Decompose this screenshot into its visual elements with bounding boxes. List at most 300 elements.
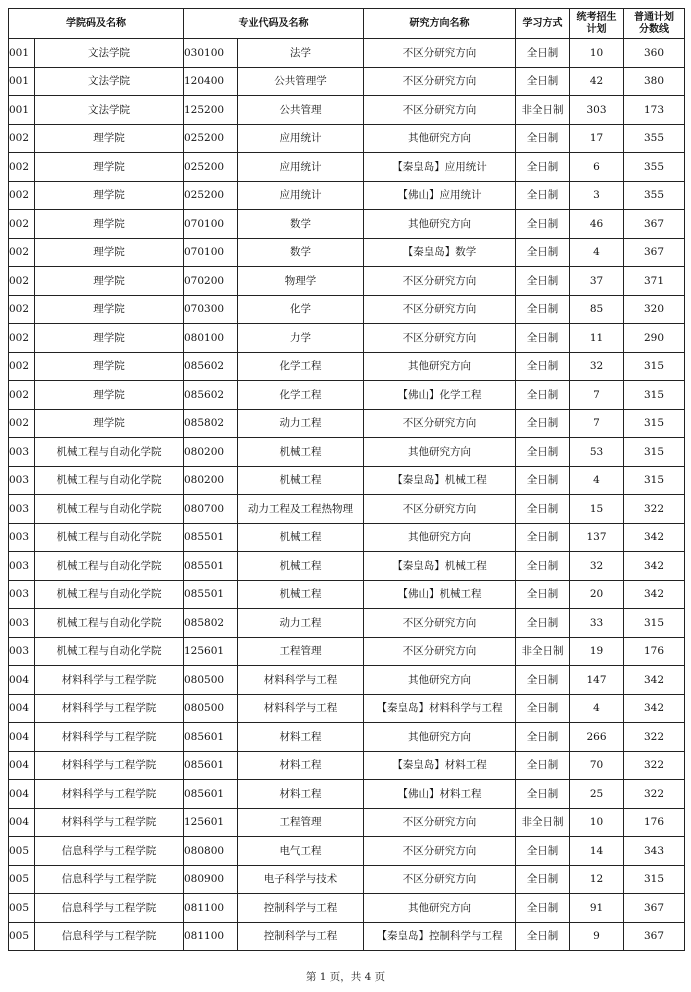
direction-cell: 【秦皇岛】机械工程	[364, 552, 516, 581]
table-row	[9, 153, 685, 182]
college-code-cell: 004	[9, 808, 35, 837]
score-cell: 367	[624, 238, 685, 267]
header-mode: 学习方式	[516, 9, 570, 39]
major-name-cell: 工程管理	[238, 637, 364, 666]
table-row	[9, 324, 685, 353]
plan-cell: 15	[570, 495, 624, 524]
college-code-cell: 005	[9, 894, 35, 923]
major-name-cell: 材料工程	[238, 780, 364, 809]
score-cell: 360	[624, 39, 685, 68]
major-code-cell: 085601	[184, 751, 238, 780]
mode-cell: 全日制	[516, 466, 570, 495]
major-code-cell: 085602	[184, 381, 238, 410]
major-code-cell: 070100	[184, 210, 238, 239]
page-footer: 第 1 页，共 4 页	[305, 971, 386, 983]
direction-cell: 不区分研究方向	[364, 324, 516, 353]
major-code-cell: 085601	[184, 780, 238, 809]
table-row	[9, 780, 685, 809]
plan-cell: 137	[570, 523, 624, 552]
table-body	[9, 39, 685, 951]
table-row	[9, 751, 685, 780]
table-row	[9, 552, 685, 581]
college-name-cell: 理学院	[35, 409, 184, 438]
college-name-cell: 机械工程与自动化学院	[35, 637, 184, 666]
major-name-cell: 化学	[238, 295, 364, 324]
major-code-cell: 070200	[184, 267, 238, 296]
score-cell: 315	[624, 865, 685, 894]
mode-cell: 全日制	[516, 238, 570, 267]
college-code-cell: 003	[9, 523, 35, 552]
college-code-cell: 002	[9, 409, 35, 438]
score-cell: 315	[624, 609, 685, 638]
mode-cell: 全日制	[516, 894, 570, 923]
table-row	[9, 580, 685, 609]
table-row	[9, 381, 685, 410]
score-cell: 355	[624, 153, 685, 182]
college-name-cell: 材料科学与工程学院	[35, 723, 184, 752]
college-code-cell: 003	[9, 466, 35, 495]
table-row	[9, 694, 685, 723]
direction-cell: 不区分研究方向	[364, 295, 516, 324]
major-name-cell: 机械工程	[238, 523, 364, 552]
college-code-cell: 002	[9, 153, 35, 182]
major-name-cell: 材料科学与工程	[238, 694, 364, 723]
mode-cell: 非全日制	[516, 96, 570, 125]
major-name-cell: 物理学	[238, 267, 364, 296]
major-code-cell: 080200	[184, 466, 238, 495]
plan-cell: 11	[570, 324, 624, 353]
mode-cell: 全日制	[516, 39, 570, 68]
college-name-cell: 文法学院	[35, 39, 184, 68]
direction-cell: 其他研究方向	[364, 894, 516, 923]
major-code-cell: 125200	[184, 96, 238, 125]
college-name-cell: 理学院	[35, 238, 184, 267]
mode-cell: 全日制	[516, 495, 570, 524]
major-name-cell: 化学工程	[238, 352, 364, 381]
major-code-cell: 085601	[184, 723, 238, 752]
major-name-cell: 控制科学与工程	[238, 894, 364, 923]
college-code-cell: 003	[9, 495, 35, 524]
college-name-cell: 材料科学与工程学院	[35, 751, 184, 780]
table-row	[9, 238, 685, 267]
major-name-cell: 机械工程	[238, 466, 364, 495]
table-row	[9, 295, 685, 324]
mode-cell: 全日制	[516, 694, 570, 723]
mode-cell: 全日制	[516, 580, 570, 609]
table-row	[9, 666, 685, 695]
direction-cell: 【佛山】应用统计	[364, 181, 516, 210]
direction-cell: 其他研究方向	[364, 124, 516, 153]
major-code-cell: 080500	[184, 666, 238, 695]
mode-cell: 非全日制	[516, 808, 570, 837]
major-name-cell: 工程管理	[238, 808, 364, 837]
major-code-cell: 120400	[184, 67, 238, 96]
college-name-cell: 材料科学与工程学院	[35, 780, 184, 809]
major-code-cell: 080900	[184, 865, 238, 894]
score-cell: 322	[624, 723, 685, 752]
college-code-cell: 001	[9, 96, 35, 125]
college-code-cell: 002	[9, 124, 35, 153]
plan-cell: 33	[570, 609, 624, 638]
score-cell: 290	[624, 324, 685, 353]
college-name-cell: 信息科学与工程学院	[35, 865, 184, 894]
score-cell: 342	[624, 552, 685, 581]
plan-cell: 4	[570, 238, 624, 267]
table-row	[9, 409, 685, 438]
direction-cell: 【佛山】化学工程	[364, 381, 516, 410]
table-row	[9, 865, 685, 894]
major-code-cell: 085501	[184, 523, 238, 552]
score-cell: 315	[624, 352, 685, 381]
table-row	[9, 267, 685, 296]
table-header	[9, 9, 685, 39]
college-name-cell: 信息科学与工程学院	[35, 922, 184, 951]
plan-cell: 4	[570, 694, 624, 723]
college-code-cell: 002	[9, 181, 35, 210]
table-row	[9, 181, 685, 210]
table-row	[9, 723, 685, 752]
plan-cell: 53	[570, 438, 624, 467]
mode-cell: 全日制	[516, 552, 570, 581]
score-cell: 315	[624, 409, 685, 438]
plan-cell: 70	[570, 751, 624, 780]
table-row	[9, 210, 685, 239]
header-college: 学院码及名称	[9, 9, 184, 39]
header-score-line2: 分数线	[639, 23, 669, 35]
direction-cell: 【秦皇岛】机械工程	[364, 466, 516, 495]
score-cell: 176	[624, 808, 685, 837]
plan-cell: 37	[570, 267, 624, 296]
mode-cell: 全日制	[516, 324, 570, 353]
major-code-cell: 025200	[184, 153, 238, 182]
college-name-cell: 理学院	[35, 124, 184, 153]
mode-cell: 全日制	[516, 666, 570, 695]
score-cell: 380	[624, 67, 685, 96]
major-name-cell: 材料科学与工程	[238, 666, 364, 695]
table-row	[9, 894, 685, 923]
mode-cell: 全日制	[516, 124, 570, 153]
major-name-cell: 动力工程及工程热物理	[238, 495, 364, 524]
mode-cell: 全日制	[516, 609, 570, 638]
direction-cell: 【秦皇岛】材料科学与工程	[364, 694, 516, 723]
mode-cell: 全日制	[516, 295, 570, 324]
mode-cell: 非全日制	[516, 637, 570, 666]
major-name-cell: 电气工程	[238, 837, 364, 866]
score-cell: 320	[624, 295, 685, 324]
score-cell: 343	[624, 837, 685, 866]
college-code-cell: 003	[9, 552, 35, 581]
college-name-cell: 理学院	[35, 153, 184, 182]
score-cell: 342	[624, 694, 685, 723]
major-code-cell: 080800	[184, 837, 238, 866]
major-name-cell: 数学	[238, 238, 364, 267]
direction-cell: 【秦皇岛】数学	[364, 238, 516, 267]
major-code-cell: 125601	[184, 808, 238, 837]
direction-cell: 其他研究方向	[364, 666, 516, 695]
college-code-cell: 004	[9, 751, 35, 780]
college-code-cell: 001	[9, 39, 35, 68]
major-name-cell: 材料工程	[238, 723, 364, 752]
header-row	[9, 9, 685, 39]
college-code-cell: 004	[9, 694, 35, 723]
plan-cell: 10	[570, 808, 624, 837]
major-name-cell: 机械工程	[238, 438, 364, 467]
table-row	[9, 466, 685, 495]
plan-cell: 20	[570, 580, 624, 609]
major-code-cell: 070300	[184, 295, 238, 324]
table-row	[9, 637, 685, 666]
major-code-cell: 085802	[184, 609, 238, 638]
plan-cell: 12	[570, 865, 624, 894]
major-name-cell: 公共管理	[238, 96, 364, 125]
mode-cell: 全日制	[516, 352, 570, 381]
college-name-cell: 理学院	[35, 352, 184, 381]
mode-cell: 全日制	[516, 381, 570, 410]
college-code-cell: 003	[9, 637, 35, 666]
college-name-cell: 理学院	[35, 267, 184, 296]
plan-cell: 147	[570, 666, 624, 695]
table-row	[9, 124, 685, 153]
college-name-cell: 理学院	[35, 381, 184, 410]
college-name-cell: 材料科学与工程学院	[35, 666, 184, 695]
direction-cell: 其他研究方向	[364, 352, 516, 381]
direction-cell: 不区分研究方向	[364, 837, 516, 866]
table-row	[9, 352, 685, 381]
college-name-cell: 理学院	[35, 324, 184, 353]
direction-cell: 不区分研究方向	[364, 865, 516, 894]
plan-cell: 32	[570, 552, 624, 581]
college-code-cell: 002	[9, 324, 35, 353]
plan-cell: 7	[570, 381, 624, 410]
major-code-cell: 080500	[184, 694, 238, 723]
major-name-cell: 机械工程	[238, 580, 364, 609]
major-code-cell: 025200	[184, 124, 238, 153]
table-row	[9, 39, 685, 68]
header-plan-line1: 统考招生	[576, 11, 617, 23]
major-code-cell: 080200	[184, 438, 238, 467]
direction-cell: 不区分研究方向	[364, 637, 516, 666]
score-cell: 367	[624, 922, 685, 951]
college-code-cell: 002	[9, 295, 35, 324]
table-row	[9, 96, 685, 125]
major-code-cell: 070100	[184, 238, 238, 267]
college-name-cell: 机械工程与自动化学院	[35, 495, 184, 524]
direction-cell: 不区分研究方向	[364, 39, 516, 68]
college-code-cell: 002	[9, 238, 35, 267]
table-row	[9, 922, 685, 951]
college-code-cell: 005	[9, 837, 35, 866]
college-name-cell: 文法学院	[35, 96, 184, 125]
major-name-cell: 数学	[238, 210, 364, 239]
direction-cell: 不区分研究方向	[364, 67, 516, 96]
major-name-cell: 机械工程	[238, 552, 364, 581]
plan-cell: 9	[570, 922, 624, 951]
college-name-cell: 信息科学与工程学院	[35, 894, 184, 923]
college-code-cell: 003	[9, 438, 35, 467]
major-code-cell: 081100	[184, 894, 238, 923]
mode-cell: 全日制	[516, 67, 570, 96]
plan-cell: 266	[570, 723, 624, 752]
score-cell: 315	[624, 438, 685, 467]
direction-cell: 不区分研究方向	[364, 495, 516, 524]
plan-cell: 85	[570, 295, 624, 324]
direction-cell: 【秦皇岛】控制科学与工程	[364, 922, 516, 951]
plan-cell: 32	[570, 352, 624, 381]
score-cell: 371	[624, 267, 685, 296]
direction-cell: 其他研究方向	[364, 438, 516, 467]
mode-cell: 全日制	[516, 181, 570, 210]
college-code-cell: 004	[9, 666, 35, 695]
mode-cell: 全日制	[516, 438, 570, 467]
table-row	[9, 609, 685, 638]
plan-cell: 42	[570, 67, 624, 96]
score-cell: 322	[624, 780, 685, 809]
major-code-cell: 125601	[184, 637, 238, 666]
major-code-cell: 085802	[184, 409, 238, 438]
college-name-cell: 文法学院	[35, 67, 184, 96]
major-name-cell: 应用统计	[238, 181, 364, 210]
score-cell: 176	[624, 637, 685, 666]
college-code-cell: 001	[9, 67, 35, 96]
mode-cell: 全日制	[516, 751, 570, 780]
mode-cell: 全日制	[516, 153, 570, 182]
major-code-cell: 080100	[184, 324, 238, 353]
major-code-cell: 085501	[184, 580, 238, 609]
major-name-cell: 动力工程	[238, 609, 364, 638]
plan-cell: 3	[570, 181, 624, 210]
college-code-cell: 002	[9, 267, 35, 296]
table-row	[9, 67, 685, 96]
major-name-cell: 应用统计	[238, 153, 364, 182]
direction-cell: 不区分研究方向	[364, 609, 516, 638]
direction-cell: 【佛山】材料工程	[364, 780, 516, 809]
college-code-cell: 004	[9, 723, 35, 752]
college-code-cell: 002	[9, 381, 35, 410]
score-cell: 355	[624, 181, 685, 210]
major-code-cell: 085501	[184, 552, 238, 581]
admission-score-table-page	[8, 8, 684, 951]
major-code-cell: 080700	[184, 495, 238, 524]
score-table	[8, 8, 685, 951]
college-code-cell: 003	[9, 580, 35, 609]
major-code-cell: 085602	[184, 352, 238, 381]
table-row	[9, 438, 685, 467]
score-cell: 322	[624, 751, 685, 780]
college-name-cell: 材料科学与工程学院	[35, 808, 184, 837]
mode-cell: 全日制	[516, 523, 570, 552]
college-name-cell: 机械工程与自动化学院	[35, 523, 184, 552]
header-direction: 研究方向名称	[364, 9, 516, 39]
plan-cell: 14	[570, 837, 624, 866]
direction-cell: 其他研究方向	[364, 523, 516, 552]
score-cell: 342	[624, 580, 685, 609]
direction-cell: 【秦皇岛】材料工程	[364, 751, 516, 780]
college-code-cell: 004	[9, 780, 35, 809]
college-code-cell: 002	[9, 210, 35, 239]
score-cell: 367	[624, 894, 685, 923]
major-name-cell: 力学	[238, 324, 364, 353]
score-cell: 173	[624, 96, 685, 125]
mode-cell: 全日制	[516, 210, 570, 239]
direction-cell: 【佛山】机械工程	[364, 580, 516, 609]
college-name-cell: 机械工程与自动化学院	[35, 609, 184, 638]
college-name-cell: 材料科学与工程学院	[35, 694, 184, 723]
direction-cell: 不区分研究方向	[364, 267, 516, 296]
college-name-cell: 机械工程与自动化学院	[35, 580, 184, 609]
direction-cell: 不区分研究方向	[364, 409, 516, 438]
mode-cell: 全日制	[516, 865, 570, 894]
direction-cell: 不区分研究方向	[364, 96, 516, 125]
major-name-cell: 法学	[238, 39, 364, 68]
major-name-cell: 公共管理学	[238, 67, 364, 96]
mode-cell: 全日制	[516, 780, 570, 809]
plan-cell: 25	[570, 780, 624, 809]
college-name-cell: 机械工程与自动化学院	[35, 466, 184, 495]
direction-cell: 不区分研究方向	[364, 808, 516, 837]
college-code-cell: 003	[9, 609, 35, 638]
plan-cell: 303	[570, 96, 624, 125]
plan-cell: 19	[570, 637, 624, 666]
plan-cell: 7	[570, 409, 624, 438]
table-row	[9, 495, 685, 524]
plan-cell: 91	[570, 894, 624, 923]
score-cell: 322	[624, 495, 685, 524]
major-name-cell: 动力工程	[238, 409, 364, 438]
college-name-cell: 理学院	[35, 295, 184, 324]
major-name-cell: 控制科学与工程	[238, 922, 364, 951]
mode-cell: 全日制	[516, 922, 570, 951]
college-code-cell: 002	[9, 352, 35, 381]
mode-cell: 全日制	[516, 837, 570, 866]
major-name-cell: 应用统计	[238, 124, 364, 153]
college-name-cell: 机械工程与自动化学院	[35, 552, 184, 581]
college-name-cell: 理学院	[35, 210, 184, 239]
college-name-cell: 信息科学与工程学院	[35, 837, 184, 866]
college-name-cell: 机械工程与自动化学院	[35, 438, 184, 467]
major-name-cell: 化学工程	[238, 381, 364, 410]
table-row	[9, 523, 685, 552]
score-cell: 342	[624, 666, 685, 695]
plan-cell: 17	[570, 124, 624, 153]
college-name-cell: 理学院	[35, 181, 184, 210]
table-row	[9, 808, 685, 837]
direction-cell: 其他研究方向	[364, 723, 516, 752]
college-code-cell: 005	[9, 922, 35, 951]
score-cell: 315	[624, 466, 685, 495]
major-code-cell: 025200	[184, 181, 238, 210]
header-plan	[570, 9, 624, 39]
table-row	[9, 837, 685, 866]
mode-cell: 全日制	[516, 409, 570, 438]
direction-cell: 【秦皇岛】应用统计	[364, 153, 516, 182]
major-code-cell: 081100	[184, 922, 238, 951]
direction-cell: 其他研究方向	[364, 210, 516, 239]
score-cell: 315	[624, 381, 685, 410]
plan-cell: 10	[570, 39, 624, 68]
mode-cell: 全日制	[516, 723, 570, 752]
score-cell: 342	[624, 523, 685, 552]
header-score-line1: 普通计划	[634, 11, 674, 23]
mode-cell: 全日制	[516, 267, 570, 296]
plan-cell: 6	[570, 153, 624, 182]
major-name-cell: 材料工程	[238, 751, 364, 780]
header-score	[624, 9, 685, 39]
score-cell: 367	[624, 210, 685, 239]
header-plan-line2: 计划	[586, 23, 607, 35]
plan-cell: 4	[570, 466, 624, 495]
plan-cell: 46	[570, 210, 624, 239]
major-name-cell: 电子科学与技术	[238, 865, 364, 894]
